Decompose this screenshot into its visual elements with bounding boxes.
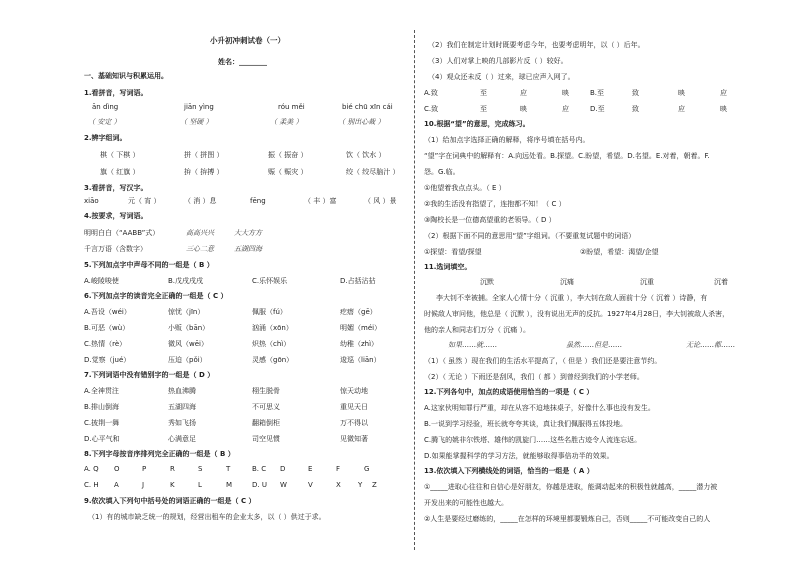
q8-letter: B. C (252, 465, 267, 473)
q9-sentence: （3）人们对掌上映的几部影片反（ ）较好。 (428, 57, 568, 65)
q8-letter: K (170, 481, 175, 489)
q10-sub: （2）根据下面不同的意思用“望”字组词。（不要重复试题中的词语） (424, 232, 636, 240)
q9-option: 映 (520, 105, 527, 113)
q2-item: 饮（ 饮水 ） (346, 151, 386, 159)
q10-item: ③陶校长是一位德高望重的老领导。（ D ） (424, 216, 556, 224)
q6-stem: 6.下列加点字的读音完全正确的一组是（ C ） (84, 292, 228, 300)
q6-cell: 幼稚（zhì） (340, 340, 379, 348)
q8-letter: C. H (84, 481, 99, 489)
q4-answer: 五湖四海 (234, 245, 262, 253)
q11-word: 沉痛 (560, 278, 574, 286)
q9-options-row (424, 88, 740, 98)
q8-letter: F (336, 465, 341, 473)
q5-option: C.乐怀娱乐 (252, 277, 288, 285)
q8-letter: D. U (252, 481, 267, 489)
q11-stem: 11.选词填空。 (424, 263, 472, 271)
q11-sentence: （2）（ 无论 ）下雨还是刮风，我们（ 都 ）到曾经到我们的小学老师。 (424, 373, 644, 381)
q11-sentence: （1）（ 虽然 ）现在我们的生活水平提高了，（ 但是 ）我们还是要注意节约。 (424, 357, 662, 365)
q2-item: 绞（ 绞尽脑汁 ） (346, 168, 400, 176)
q9-option: 至 (480, 105, 487, 113)
q8-letter: X (336, 481, 341, 489)
q9-option: 映 (678, 89, 685, 97)
q4-answer: 三心二意 (186, 245, 214, 253)
q11-conj: 如果……就…… (448, 341, 497, 349)
q11-paragraph: 时候敌人审问他，他总是（ 沉默 ），没有说出无声的反抗。1927年4月28日，李大钊被敌人杀害， (424, 310, 730, 318)
q8-letter: Y (358, 481, 363, 489)
q6-cell: D.觉察（jué） (84, 356, 131, 364)
q11-conj: 无论……都…… (686, 341, 735, 349)
q11-conj: 虽然……但是…… (566, 341, 622, 349)
q10-definition: “望”字在词典中的解释有：A.向远处看。B.探望。C.盼望，希望。D.名望。E.对着，朝着。F. (424, 152, 710, 160)
q9-option: 致 (632, 105, 639, 113)
q11-word: 沉默 (480, 278, 494, 286)
q6-cell: 疙瘩（gē） (340, 308, 377, 316)
q5-stem: 5.下列加点字中声母不同的一组是（ B ） (84, 261, 214, 269)
q9-sentence: （2）我们在制定计划时既要考虑今年，也要考虑明年，以（ ）后年。 (428, 41, 645, 49)
q8-letter: L (198, 481, 202, 489)
q5-option: D.占括沾拈 (340, 277, 376, 285)
q2-item: 拚（ 拚搏 ） (184, 168, 224, 176)
q1-answer: （ 别出心裁 ） (338, 118, 385, 126)
q8-letter: Z (372, 481, 377, 489)
q3-stem: 3.看拼音，写汉字。 (84, 184, 148, 192)
page-title: 小升初冲刺试卷（一） (210, 36, 285, 45)
q9-options-row (424, 104, 740, 114)
q12-option: C.腾飞的姚非尔铁塔、雄伟的凯旋门……这些名胜古迹令人流连忘返。 (424, 436, 642, 444)
q12-option: D.如果能掌握科学的学习方法，就能够取得事倍功半的效果。 (424, 452, 614, 460)
q1-answer: （ 柔美 ） (270, 118, 303, 126)
section-heading: 一、基础知识与积累运用。 (84, 72, 168, 80)
q8-letter: G (364, 465, 370, 473)
q6-cell: 逡巡（liān） (340, 356, 381, 364)
q6-cell: A.吾设（wéi） (84, 308, 131, 316)
q4-answer: 高高兴兴 (186, 229, 214, 237)
q8-letter: O (114, 465, 120, 473)
right-column (424, 0, 769, 562)
q11-paragraph: 李大钊不幸被捕。全家人心情十分（ 沉重 ），李大钊在敌人面前十分（ 沉着 ）诗静，有 (436, 294, 708, 302)
q7-cell: 翻箱倒柜 (252, 419, 280, 427)
name-field-label: 姓名：________ (218, 58, 267, 66)
q9-option: A.致 (424, 89, 438, 97)
q7-cell: A.全神贯注 (84, 387, 119, 395)
q11-word: 沉重 (640, 278, 654, 286)
q7-cell: 秀如飞扬 (168, 419, 196, 427)
q9-option: B.至 (590, 89, 605, 97)
q6-cell: 明媚（méi） (340, 324, 382, 332)
q8-stem: 8.下列字母按音序排列完全正确的一组是（ B ） (84, 450, 235, 458)
q7-cell: 重见天日 (340, 403, 368, 411)
q7-cell: 万不得以 (340, 419, 368, 427)
q8-letter: V (308, 481, 313, 489)
q7-cell: C.披荆一舞 (84, 419, 120, 427)
q3-item: （ 消 ）息 (184, 197, 217, 205)
q13-line: ②人生是要经过磨练的，_____在怎样的环境里都要锻炼自己，否则_____不可能改变自己的人 (424, 515, 711, 523)
q6-cell: 佩服（fú） (252, 308, 287, 316)
q9-option: 应 (562, 105, 569, 113)
q1-pinyin: ān dìng (92, 103, 119, 111)
q8-letter: T (226, 465, 231, 473)
q7-cell: 惊天动地 (340, 387, 368, 395)
q9-sentence: （1）有的城市缺乏统一的规划，经营出租车的企业太多，以（ ）供过于求。 (88, 513, 326, 521)
q9-option: 致 (632, 89, 639, 97)
q7-cell: 五湖四海 (168, 403, 196, 411)
q2-item: 拼（ 拼图 ） (184, 151, 224, 159)
q10-item: ②我的生活没有指望了，连抱都不知！（ C ） (424, 200, 566, 208)
q7-cell: 见微知著 (340, 435, 368, 443)
q7-cell: 不可思义 (252, 403, 280, 411)
q8-letter: M (226, 481, 233, 489)
q9-option: 至 (480, 89, 487, 97)
q9-option: D.至 (590, 105, 605, 113)
q10-answer: ①探望：看望/探望 (424, 248, 482, 256)
q2-item: 旗（ 红旗 ） (100, 168, 140, 176)
q4-stem: 4.按要求，写词语。 (84, 212, 148, 220)
q7-cell: B.排山倒海 (84, 403, 120, 411)
q11-word: 沉着 (714, 278, 728, 286)
q6-cell: 微风（wēi） (168, 340, 208, 348)
q8-letter: R (170, 465, 175, 473)
q13-stem: 13.依次填入下列横线处的词语，恰当的一组是（ A ） (424, 467, 594, 475)
q9-option: C.致 (424, 105, 439, 113)
q2-item: 赈（ 赈灾 ） (268, 168, 308, 176)
q12-option: A.这家伙明知罪行严重，却在从容不迫地抹桌子，好像什么事也没有发生。 (424, 404, 655, 412)
q9-sentence: （4）观众还未反（ ）过来，球已应声入网了。 (428, 73, 575, 81)
q10-sub: （1）给加点字选择正确的解释，将序号填在括号内。 (424, 136, 590, 144)
q6-cell: 压迫（pǒi） (168, 356, 207, 364)
q6-cell: 灵感（gōn） (252, 356, 294, 364)
q3-pinyin: xiāo (84, 197, 99, 205)
q9-stem: 9.依次填入下列句中括号处的词语正确的一组是（ C ） (84, 497, 256, 505)
q4-answer: 大大方方 (234, 229, 262, 237)
q8-letter: E (308, 465, 313, 473)
q10-item: ①他望着我点点头。（ E ） (424, 184, 506, 192)
q8-letter: A (114, 481, 119, 489)
q8-letter: A. Q (84, 465, 99, 473)
q7-cell: 栩生脱骨 (252, 387, 280, 395)
q3-pinyin: fēng (250, 197, 266, 205)
q9-option: 应 (720, 89, 727, 97)
q6-cell: 汹涌（xōn） (252, 324, 293, 332)
q10-stem: 10.根据“望”的意思，完成练习。 (424, 120, 530, 128)
left-column (84, 0, 406, 562)
q7-cell: 热血沸腾 (168, 387, 196, 395)
q9-option: 应 (678, 105, 685, 113)
column-divider (414, 30, 415, 550)
q2-item: 棋（ 下棋 ） (100, 151, 140, 159)
q8-row-a (84, 465, 384, 473)
q2-stem: 2.辨字组词。 (84, 134, 127, 142)
q8-letter: D (280, 465, 286, 473)
q7-stem: 7.下列词语中没有错别字的一组是（ D ） (84, 371, 215, 379)
q6-cell: 惊忧（jīn） (168, 308, 205, 316)
q6-cell: B.可恶（wù） (84, 324, 130, 332)
q12-option: B.一说到学习经验，班长就夸夸其谈，真让我们佩服得五体投地。 (424, 420, 628, 428)
q11-paragraph: 他的亲人和同志们万分（ 沉痛 ）。 (424, 326, 530, 334)
q6-cell: 炽热（chì） (252, 340, 291, 348)
q8-letter: P (142, 465, 147, 473)
q5-option: A.峻陵唆使 (84, 277, 119, 285)
q9-option: 应 (520, 89, 527, 97)
q1-stem: 1.看拼音，写词语。 (84, 89, 148, 97)
q8-row-c (84, 481, 382, 489)
q10-definition: 怨。G.临。 (424, 168, 460, 176)
q5-option: B.戊戌戌戌 (168, 277, 204, 285)
q12-stem: 12.下列各句中，加点的成语使用恰当的一项是（ C ） (424, 388, 594, 396)
q9-option: 映 (562, 89, 569, 97)
q1-pinyin: bié chū xīn cái (342, 103, 393, 111)
q13-line: ①_____进取心往往和自信心是好朋友，你越是进取，能调动起来的积极性就越高，_____潜力被 (424, 483, 718, 491)
q4-label: 明明白白（“AABB”式） (84, 229, 160, 237)
q9-option: 映 (720, 105, 727, 113)
q8-letter: W (280, 481, 287, 489)
q3-item: （ 丰 ）富 (304, 197, 337, 205)
q1-pinyin: jiān yìng (184, 103, 214, 111)
q10-answer: ②盼望，希望：渴望/企望 (580, 248, 659, 256)
q8-letter: J (142, 481, 145, 489)
q1-answer: （ 坚硬 ） (180, 118, 213, 126)
q1-pinyin: róu měi (278, 103, 305, 111)
q3-item: 元（ 宵 ） (128, 197, 161, 205)
q1-answer: （ 安定 ） (88, 118, 121, 126)
q13-line: 开发出来的可能性也越大。 (424, 499, 508, 507)
q7-cell: D.心平气和 (84, 435, 120, 443)
q6-cell: 小贩（bān） (168, 324, 210, 332)
q7-cell: 心满意足 (168, 435, 196, 443)
q6-cell: C.热情（rè） (84, 340, 127, 348)
q7-cell: 司空见惯 (252, 435, 280, 443)
q8-letter: S (198, 465, 203, 473)
q2-item: 振（ 振奋 ） (268, 151, 308, 159)
q3-item: （ 风 ）景 (364, 197, 397, 205)
q4-label: 千言万语（含数字） (84, 245, 147, 253)
